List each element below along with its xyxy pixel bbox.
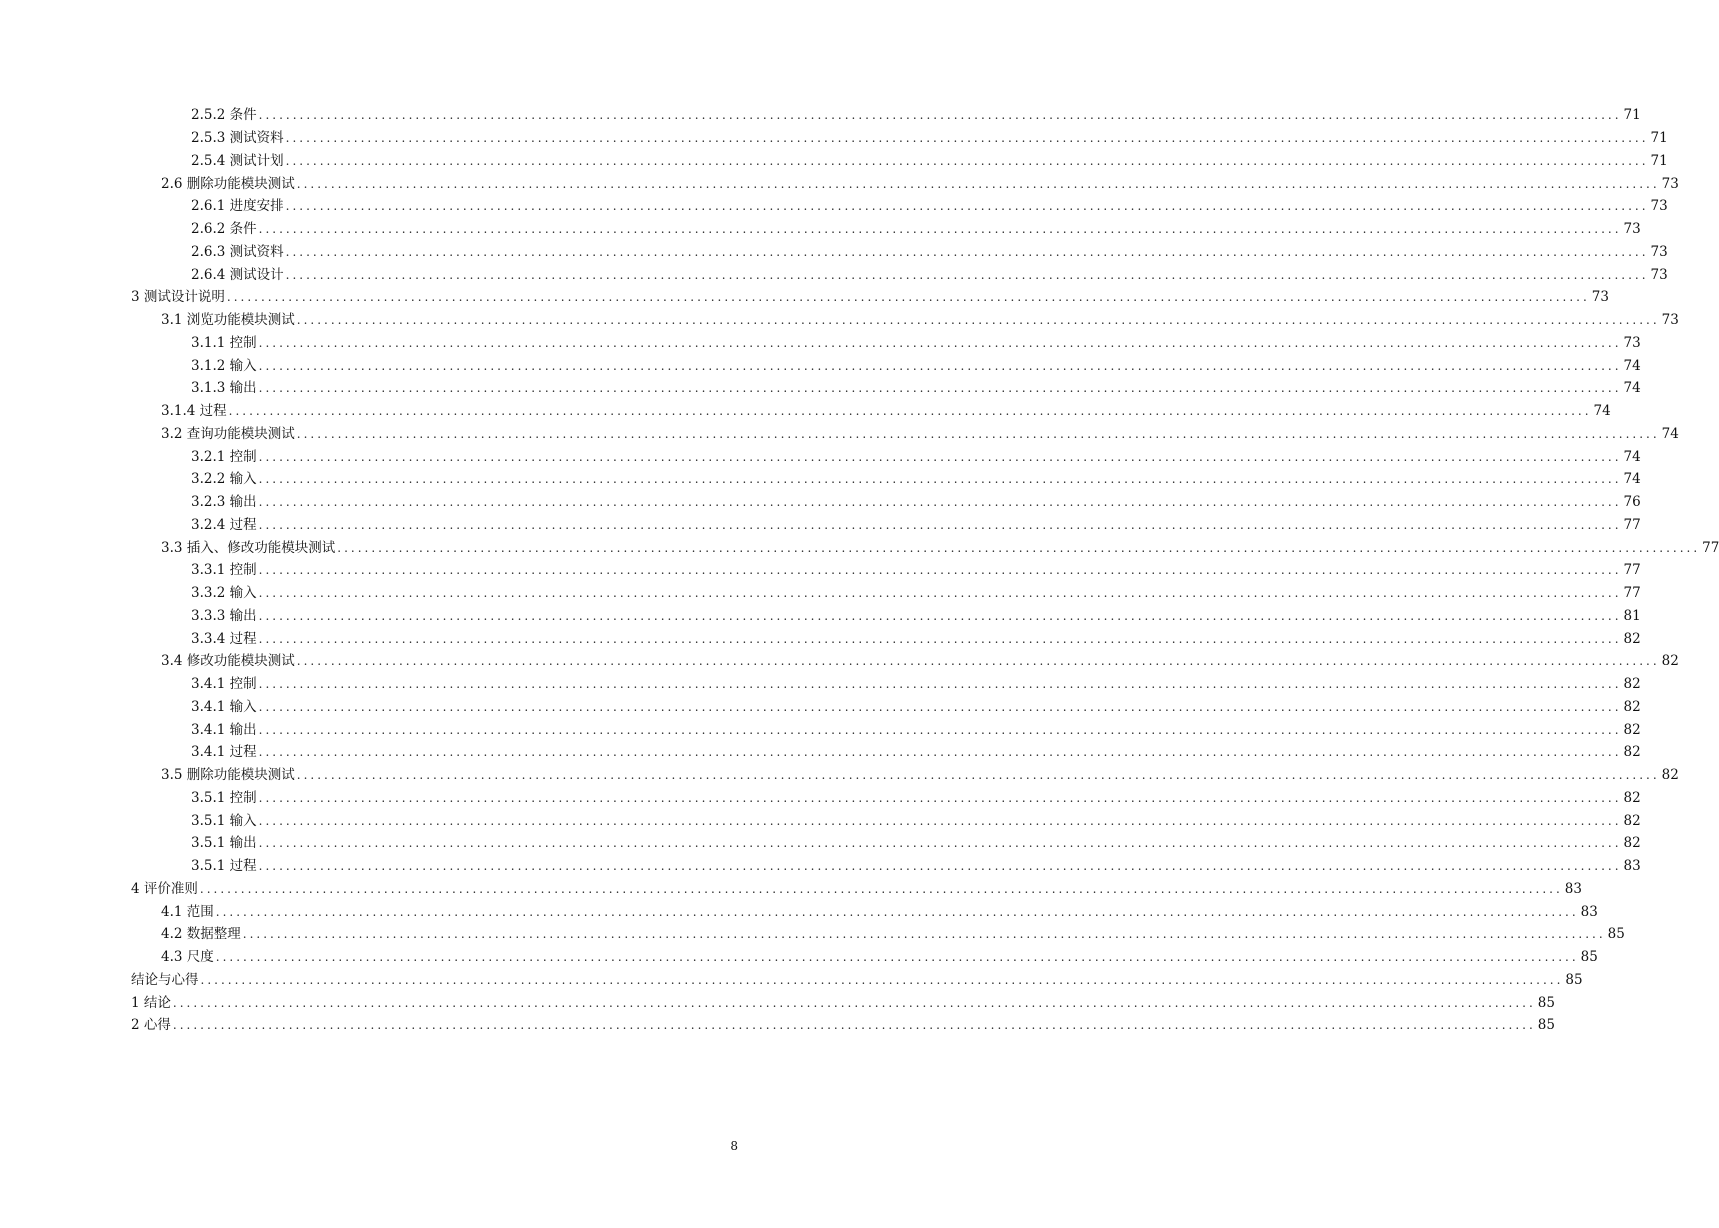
- toc-entry[interactable]: [161, 423, 1679, 446]
- toc-entry-label: 2.6 删除功能模块测试: [161, 175, 295, 192]
- toc-entry-label: 3.2.4 过程: [191, 516, 257, 533]
- toc-leader-dots: ........................................................................................................................................................................................................: [200, 972, 1564, 987]
- toc-entry[interactable]: [161, 400, 1611, 423]
- toc-leader-dots: ........................................................................................................................................................................................................: [258, 699, 1622, 714]
- toc-entry[interactable]: [191, 354, 1641, 377]
- toc-leader-dots: ........................................................................................................................................................................................................: [172, 995, 1536, 1010]
- toc-entry[interactable]: [191, 218, 1641, 241]
- toc-leader-dots: ........................................................................................................................................................................................................: [258, 108, 1622, 123]
- toc-leader-dots: ........................................................................................................................................................................................................: [285, 244, 1649, 259]
- toc-entry-page: 73: [1623, 221, 1641, 238]
- toc-leader-dots: ........................................................................................................................................................................................................: [228, 404, 1592, 419]
- toc-leader-dots: ........................................................................................................................................................................................................: [258, 222, 1622, 237]
- toc-entry-page: 83: [1564, 880, 1582, 897]
- toc-leader-dots: ........................................................................................................................................................................................................: [258, 495, 1622, 510]
- toc-leader-dots: ........................................................................................................................................................................................................: [258, 449, 1622, 464]
- toc-leader-dots: ........................................................................................................................................................................................................: [258, 836, 1622, 851]
- toc-entry[interactable]: [161, 923, 1625, 946]
- toc-entry[interactable]: [191, 514, 1641, 537]
- toc-entry-label: 2.6.1 进度安排: [191, 198, 284, 215]
- toc-entry[interactable]: [191, 559, 1641, 582]
- toc-entry-page: 73: [1591, 289, 1609, 306]
- toc-leader-dots: ........................................................................................................................................................................................................: [215, 904, 1579, 919]
- table-of-contents: [0, 104, 1719, 1037]
- toc-leader-dots: ........................................................................................................................................................................................................: [258, 722, 1622, 737]
- toc-entry[interactable]: [191, 491, 1641, 514]
- toc-leader-dots: ........................................................................................................................................................................................................: [258, 517, 1622, 532]
- toc-entry[interactable]: [131, 969, 1583, 992]
- toc-entry[interactable]: [161, 650, 1679, 673]
- toc-entry-page: 73: [1661, 312, 1679, 329]
- toc-entry[interactable]: [191, 241, 1668, 264]
- toc-leader-dots: ........................................................................................................................................................................................................: [296, 426, 1660, 441]
- toc-entry-label: 2.6.3 测试资料: [191, 243, 284, 260]
- toc-entry[interactable]: [191, 809, 1641, 832]
- toc-entry[interactable]: [161, 900, 1598, 923]
- page-number: 8: [730, 1139, 738, 1153]
- toc-entry[interactable]: [191, 673, 1641, 696]
- toc-leader-dots: ........................................................................................................................................................................................................: [258, 586, 1622, 601]
- toc-entry-label: 2 心得: [131, 1017, 171, 1034]
- toc-entry-page: 83: [1580, 903, 1598, 920]
- toc-entry-label: 3.4.1 输入: [191, 698, 257, 715]
- toc-leader-dots: ........................................................................................................................................................................................................: [258, 677, 1622, 692]
- toc-leader-dots: ........................................................................................................................................................................................................: [215, 950, 1579, 965]
- toc-entry-label: 2.5.3 测试资料: [191, 130, 284, 147]
- toc-entry-label: 1 结论: [131, 994, 171, 1011]
- toc-entry[interactable]: [191, 150, 1668, 173]
- toc-entry[interactable]: [191, 582, 1641, 605]
- toc-entry-page: 77: [1623, 585, 1641, 602]
- toc-leader-dots: ........................................................................................................................................................................................................: [258, 563, 1622, 578]
- toc-leader-dots: ........................................................................................................................................................................................................: [296, 768, 1660, 783]
- toc-entry-label: 3.4.1 控制: [191, 676, 257, 693]
- toc-entry-label: 3.4 修改功能模块测试: [161, 653, 295, 670]
- toc-entry[interactable]: [161, 309, 1679, 332]
- toc-entry[interactable]: [161, 764, 1679, 787]
- toc-leader-dots: ........................................................................................................................................................................................................: [258, 859, 1622, 874]
- toc-leader-dots: ........................................................................................................................................................................................................: [258, 813, 1622, 828]
- toc-leader-dots: ........................................................................................................................................................................................................: [296, 654, 1660, 669]
- toc-entry-page: 73: [1661, 175, 1679, 192]
- toc-entry[interactable]: [191, 741, 1641, 764]
- toc-entry-page: 77: [1623, 562, 1641, 579]
- toc-leader-dots: ........................................................................................................................................................................................................: [285, 131, 1649, 146]
- toc-entry-page: 82: [1661, 653, 1679, 670]
- toc-entry-page: 82: [1623, 789, 1641, 806]
- toc-entry-label: 3.2.1 控制: [191, 448, 257, 465]
- toc-entry-page: 71: [1650, 130, 1668, 147]
- toc-entry-page: 85: [1565, 971, 1583, 988]
- toc-entry-label: 3.2 查询功能模块测试: [161, 425, 295, 442]
- toc-entry-label: 3.1.4 过程: [161, 403, 227, 420]
- toc-entry-label: 3 测试设计说明: [131, 289, 225, 306]
- toc-entry[interactable]: [191, 195, 1668, 218]
- toc-entry-label: 3.2.2 输入: [191, 471, 257, 488]
- toc-entry-label: 3.1.2 输入: [191, 357, 257, 374]
- toc-entry[interactable]: [131, 991, 1555, 1014]
- toc-entry-label: 2.5.4 测试计划: [191, 152, 284, 169]
- toc-entry-label: 4.3 尺度: [161, 949, 214, 966]
- toc-leader-dots: ........................................................................................................................................................................................................: [242, 927, 1606, 942]
- toc-entry-page: 76: [1623, 494, 1641, 511]
- toc-entry-label: 4 评价准则: [131, 880, 198, 897]
- toc-entry[interactable]: [131, 1014, 1555, 1037]
- toc-leader-dots: ........................................................................................................................................................................................................: [199, 881, 1563, 896]
- toc-entry-label: 3.3.1 控制: [191, 562, 257, 579]
- toc-entry[interactable]: [161, 536, 1719, 559]
- toc-entry-label: 3.3.3 输出: [191, 607, 257, 624]
- toc-entry-label: 3.1.3 输出: [191, 380, 257, 397]
- toc-leader-dots: ........................................................................................................................................................................................................: [172, 1018, 1536, 1033]
- toc-entry-label: 3.5.1 控制: [191, 789, 257, 806]
- toc-leader-dots: ........................................................................................................................................................................................................: [258, 335, 1622, 350]
- toc-entry-page: 82: [1623, 698, 1641, 715]
- toc-entry[interactable]: [191, 718, 1641, 741]
- toc-entry-page: 71: [1650, 152, 1668, 169]
- toc-entry[interactable]: [191, 832, 1641, 855]
- toc-entry-page: 82: [1623, 676, 1641, 693]
- toc-leader-dots: ........................................................................................................................................................................................................: [258, 358, 1622, 373]
- toc-entry[interactable]: [131, 878, 1582, 901]
- toc-entry-page: 74: [1593, 403, 1611, 420]
- toc-entry-page: 82: [1623, 721, 1641, 738]
- toc-entry-page: 73: [1650, 198, 1668, 215]
- toc-entry[interactable]: [191, 263, 1668, 286]
- toc-entry[interactable]: [191, 696, 1641, 719]
- toc-entry-page: 81: [1623, 607, 1641, 624]
- toc-entry-page: 82: [1623, 744, 1641, 761]
- toc-leader-dots: ........................................................................................................................................................................................................: [258, 631, 1622, 646]
- toc-entry-label: 3.4.1 输出: [191, 721, 257, 738]
- toc-entry[interactable]: [131, 286, 1609, 309]
- toc-entry-label: 3.2.3 输出: [191, 494, 257, 511]
- toc-entry-label: 2.5.2 条件: [191, 107, 257, 124]
- toc-leader-dots: ........................................................................................................................................................................................................: [258, 608, 1622, 623]
- toc-entry-page: 74: [1623, 471, 1641, 488]
- toc-entry-page: 77: [1623, 516, 1641, 533]
- toc-leader-dots: ........................................................................................................................................................................................................: [258, 381, 1622, 396]
- toc-leader-dots: ........................................................................................................................................................................................................: [285, 199, 1649, 214]
- toc-entry-page: 85: [1607, 926, 1625, 943]
- toc-entry-label: 3.1 浏览功能模块测试: [161, 312, 295, 329]
- toc-leader-dots: ........................................................................................................................................................................................................: [285, 267, 1649, 282]
- toc-entry-label: 3.3 插入、修改功能模块测试: [161, 539, 336, 556]
- toc-entry-label: 2.6.4 测试设计: [191, 266, 284, 283]
- toc-entry-page: 83: [1623, 858, 1641, 875]
- toc-entry-label: 3.5 删除功能模块测试: [161, 767, 295, 784]
- toc-entry-page: 82: [1623, 630, 1641, 647]
- toc-leader-dots: ........................................................................................................................................................................................................: [258, 472, 1622, 487]
- toc-entry-label: 3.4.1 过程: [191, 744, 257, 761]
- toc-entry-page: 71: [1623, 107, 1641, 124]
- toc-entry-label: 2.6.2 条件: [191, 221, 257, 238]
- toc-entry[interactable]: [191, 445, 1641, 468]
- toc-entry-label: 3.3.4 过程: [191, 630, 257, 647]
- toc-leader-dots: ........................................................................................................................................................................................................: [285, 153, 1649, 168]
- toc-entry[interactable]: [191, 104, 1641, 127]
- toc-leader-dots: ........................................................................................................................................................................................................: [296, 176, 1660, 191]
- toc-leader-dots: ........................................................................................................................................................................................................: [337, 540, 1701, 555]
- toc-leader-dots: ........................................................................................................................................................................................................: [296, 313, 1660, 328]
- toc-entry-label: 结论与心得: [131, 971, 199, 988]
- toc-entry[interactable]: [191, 127, 1668, 150]
- toc-entry-page: 82: [1661, 767, 1679, 784]
- toc-entry[interactable]: [191, 855, 1641, 878]
- toc-entry[interactable]: [191, 468, 1641, 491]
- toc-entry-page: 74: [1623, 357, 1641, 374]
- toc-entry-label: 3.5.1 输出: [191, 835, 257, 852]
- toc-entry-page: 85: [1537, 994, 1555, 1011]
- toc-entry-page: 74: [1661, 425, 1679, 442]
- toc-entry-page: 73: [1650, 243, 1668, 260]
- toc-entry-page: 73: [1650, 266, 1668, 283]
- toc-entry[interactable]: [191, 377, 1641, 400]
- toc-entry[interactable]: [161, 172, 1679, 195]
- toc-entry-label: 3.5.1 输入: [191, 812, 257, 829]
- toc-entry-page: 82: [1623, 835, 1641, 852]
- toc-entry-label: 3.5.1 过程: [191, 858, 257, 875]
- toc-entry[interactable]: [161, 946, 1598, 969]
- toc-leader-dots: ........................................................................................................................................................................................................: [258, 790, 1622, 805]
- toc-entry-label: 3.3.2 输入: [191, 585, 257, 602]
- toc-entry-page: 85: [1580, 949, 1598, 966]
- toc-entry-label: 4.2 数据整理: [161, 926, 241, 943]
- toc-entry-page: 74: [1623, 448, 1641, 465]
- toc-entry[interactable]: [191, 787, 1641, 810]
- toc-entry-page: 73: [1623, 334, 1641, 351]
- toc-entry-label: 4.1 范围: [161, 903, 214, 920]
- toc-entry-label: 3.1.1 控制: [191, 334, 257, 351]
- toc-entry[interactable]: [191, 332, 1641, 355]
- toc-entry-page: 85: [1537, 1017, 1555, 1034]
- toc-entry-page: 77: [1702, 539, 1719, 556]
- toc-entry[interactable]: [191, 605, 1641, 628]
- toc-entry[interactable]: [191, 627, 1641, 650]
- toc-leader-dots: ........................................................................................................................................................................................................: [258, 745, 1622, 760]
- toc-entry-page: 74: [1623, 380, 1641, 397]
- toc-entry-page: 82: [1623, 812, 1641, 829]
- toc-leader-dots: ........................................................................................................................................................................................................: [226, 290, 1590, 305]
